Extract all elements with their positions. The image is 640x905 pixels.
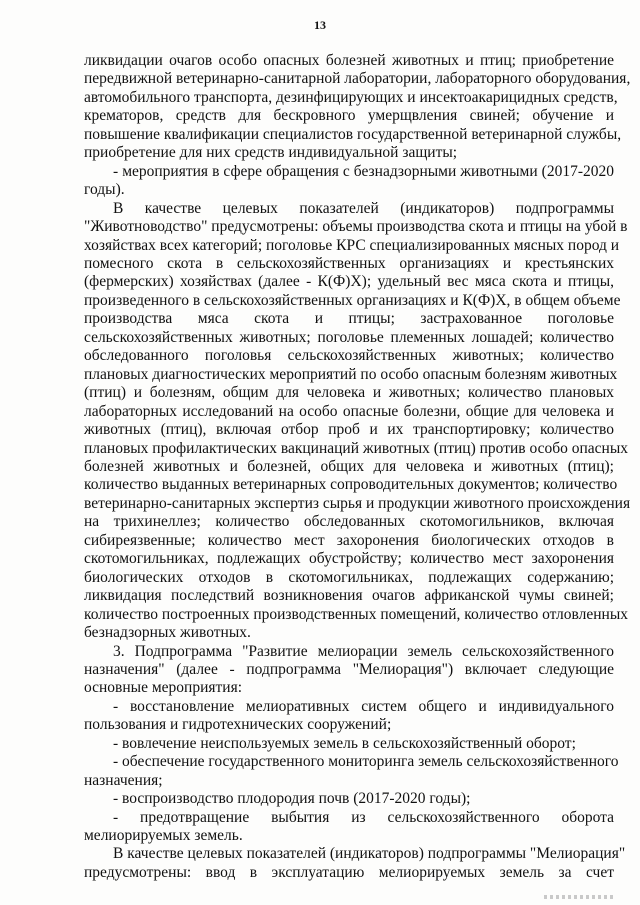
text-line: годы).	[84, 181, 125, 199]
text-line: хозяйствах всех категорий; поголовье КРС специализированных мясных пород и	[84, 236, 620, 254]
list-item-involvement	[84, 735, 614, 753]
text-line: произведенного в сельскохозяйственных организациях и К(Ф)Х, в общем объеме	[84, 291, 621, 309]
text-line: - предотвращение выбытия из сельскохозяйственного оборота	[113, 808, 614, 826]
text-line: "Животноводство" предусмотрены: объемы производства скота и птицы на убой в	[84, 218, 628, 236]
text-line: основные мероприятия:	[84, 679, 243, 697]
paragraph-melioration-indicators	[84, 845, 626, 882]
paragraph-melioration-intro	[84, 643, 614, 698]
page-number: 13	[314, 18, 326, 32]
paragraph-livestock-indicators	[84, 199, 631, 643]
text-line: - воспроизводство плодородия почв (2017-2020 годы);	[113, 790, 471, 808]
text-line: безнадзорных животных.	[84, 624, 251, 642]
text-line: животных (птиц), включая отбор проб и их транспортировку; количество	[84, 421, 614, 439]
text-line: (птиц) и болезням, общим для человека и животных; количество плановых	[84, 384, 614, 402]
text-line: биологических отходов в скотомогильниках, подлежащих содержанию;	[84, 568, 614, 586]
document-body	[84, 52, 631, 882]
text-line: количество построенных производственных помещений, количество отловленных	[84, 605, 629, 623]
text-line: назначения" (далее - подпрограмма "Мелиорация") включает следующие	[84, 660, 614, 678]
text-line: лабораторных исследований на особо опасные болезни, общие для человека и	[84, 402, 614, 420]
text-line: передвижной ветеринарно-санитарной лаборатории, лабораторного оборудования,	[84, 70, 631, 88]
text-line: приобретение для них средств индивидуальной защиты;	[84, 144, 458, 162]
text-line: предусмотрены: ввод в эксплуатацию мелиорируемых земель за счет	[84, 863, 614, 881]
text-line: скотомогильниках, подлежащих обустройству; количество мест захоронения	[84, 550, 614, 568]
text-line: болезней животных и болезней, общих для человека и животных (птиц);	[84, 457, 614, 475]
paragraph-continuation	[84, 52, 631, 163]
text-line: плановых диагностических мероприятий по особо опасным болезням животных	[84, 365, 618, 383]
text-line: сельскохозяйственных животных; поголовье племенных лошадей; количество	[84, 328, 614, 346]
text-line: - обеспечение государственного мониторинга земель сельскохозяйственного	[113, 753, 619, 771]
text-line: сибиреязвенные; количество мест захоронения биологических отходов в	[84, 531, 614, 549]
text-line: В качестве целевых показателей (индикаторов) подпрограммы "Мелиорация"	[113, 845, 626, 863]
list-item-monitoring	[84, 753, 619, 790]
list-item-prevention	[84, 809, 614, 846]
text-line: 3. Подпрограмма "Развитие мелиорации земель сельскохозяйственного	[113, 642, 614, 660]
text-line: производства мяса скота и птицы; застрахованное поголовье	[84, 310, 614, 328]
text-line: количество выданных ветеринарных сопроводительных документов; количество	[84, 476, 618, 494]
text-line: - восстановление мелиоративных систем общего и индивидуального	[113, 697, 614, 715]
text-line: назначения;	[84, 771, 163, 789]
text-line: В качестве целевых показателей (индикаторов) подпрограммы	[113, 199, 614, 217]
text-line: ликвидация последствий возникновения очагов африканской чумы свиней;	[84, 587, 614, 605]
text-line: обследованного поголовья сельскохозяйственных животных; количество	[84, 347, 614, 365]
text-line: крематоров, средств для бескровного умерщвления свиней; обучение и	[84, 107, 614, 125]
text-line: плановых профилактических вакцинаций животных (птиц) против особо опасных	[84, 439, 629, 457]
text-line: на трихинеллез; количество обследованных скотомогильников, включая	[84, 513, 614, 531]
list-item-fertility	[84, 790, 614, 808]
text-line: автомобильного транспорта, дезинфицирующих и инсектоакарицидных средств,	[84, 88, 618, 106]
text-line: ветеринарно-санитарных экспертиз сырья и продукции животного происхождения	[84, 494, 631, 512]
text-line: помесного скота в сельскохозяйственных организациях и крестьянских	[84, 254, 614, 272]
text-line: ликвидации очагов особо опасных болезней животных и птиц; приобретение	[84, 52, 614, 69]
text-line: (фермерских) хозяйствах (далее - К(Ф)Х); удельный вес мяса скота и птицы,	[84, 273, 614, 291]
list-item-stray-animals	[84, 163, 614, 200]
text-line: - мероприятия в сфере обращения с безнадзорными животными (2017-2020	[113, 162, 614, 180]
list-item-restoration	[84, 698, 614, 735]
text-line: мелиорируемых земель.	[84, 827, 243, 845]
scan-artifact	[544, 895, 614, 899]
text-line: пользования и гидротехнических сооружений;	[84, 716, 392, 734]
text-line: повышение квалификации специалистов государственной ветеринарной службы,	[84, 125, 622, 143]
text-line: - вовлечение неиспользуемых земель в сельскохозяйственный оборот;	[113, 734, 576, 752]
